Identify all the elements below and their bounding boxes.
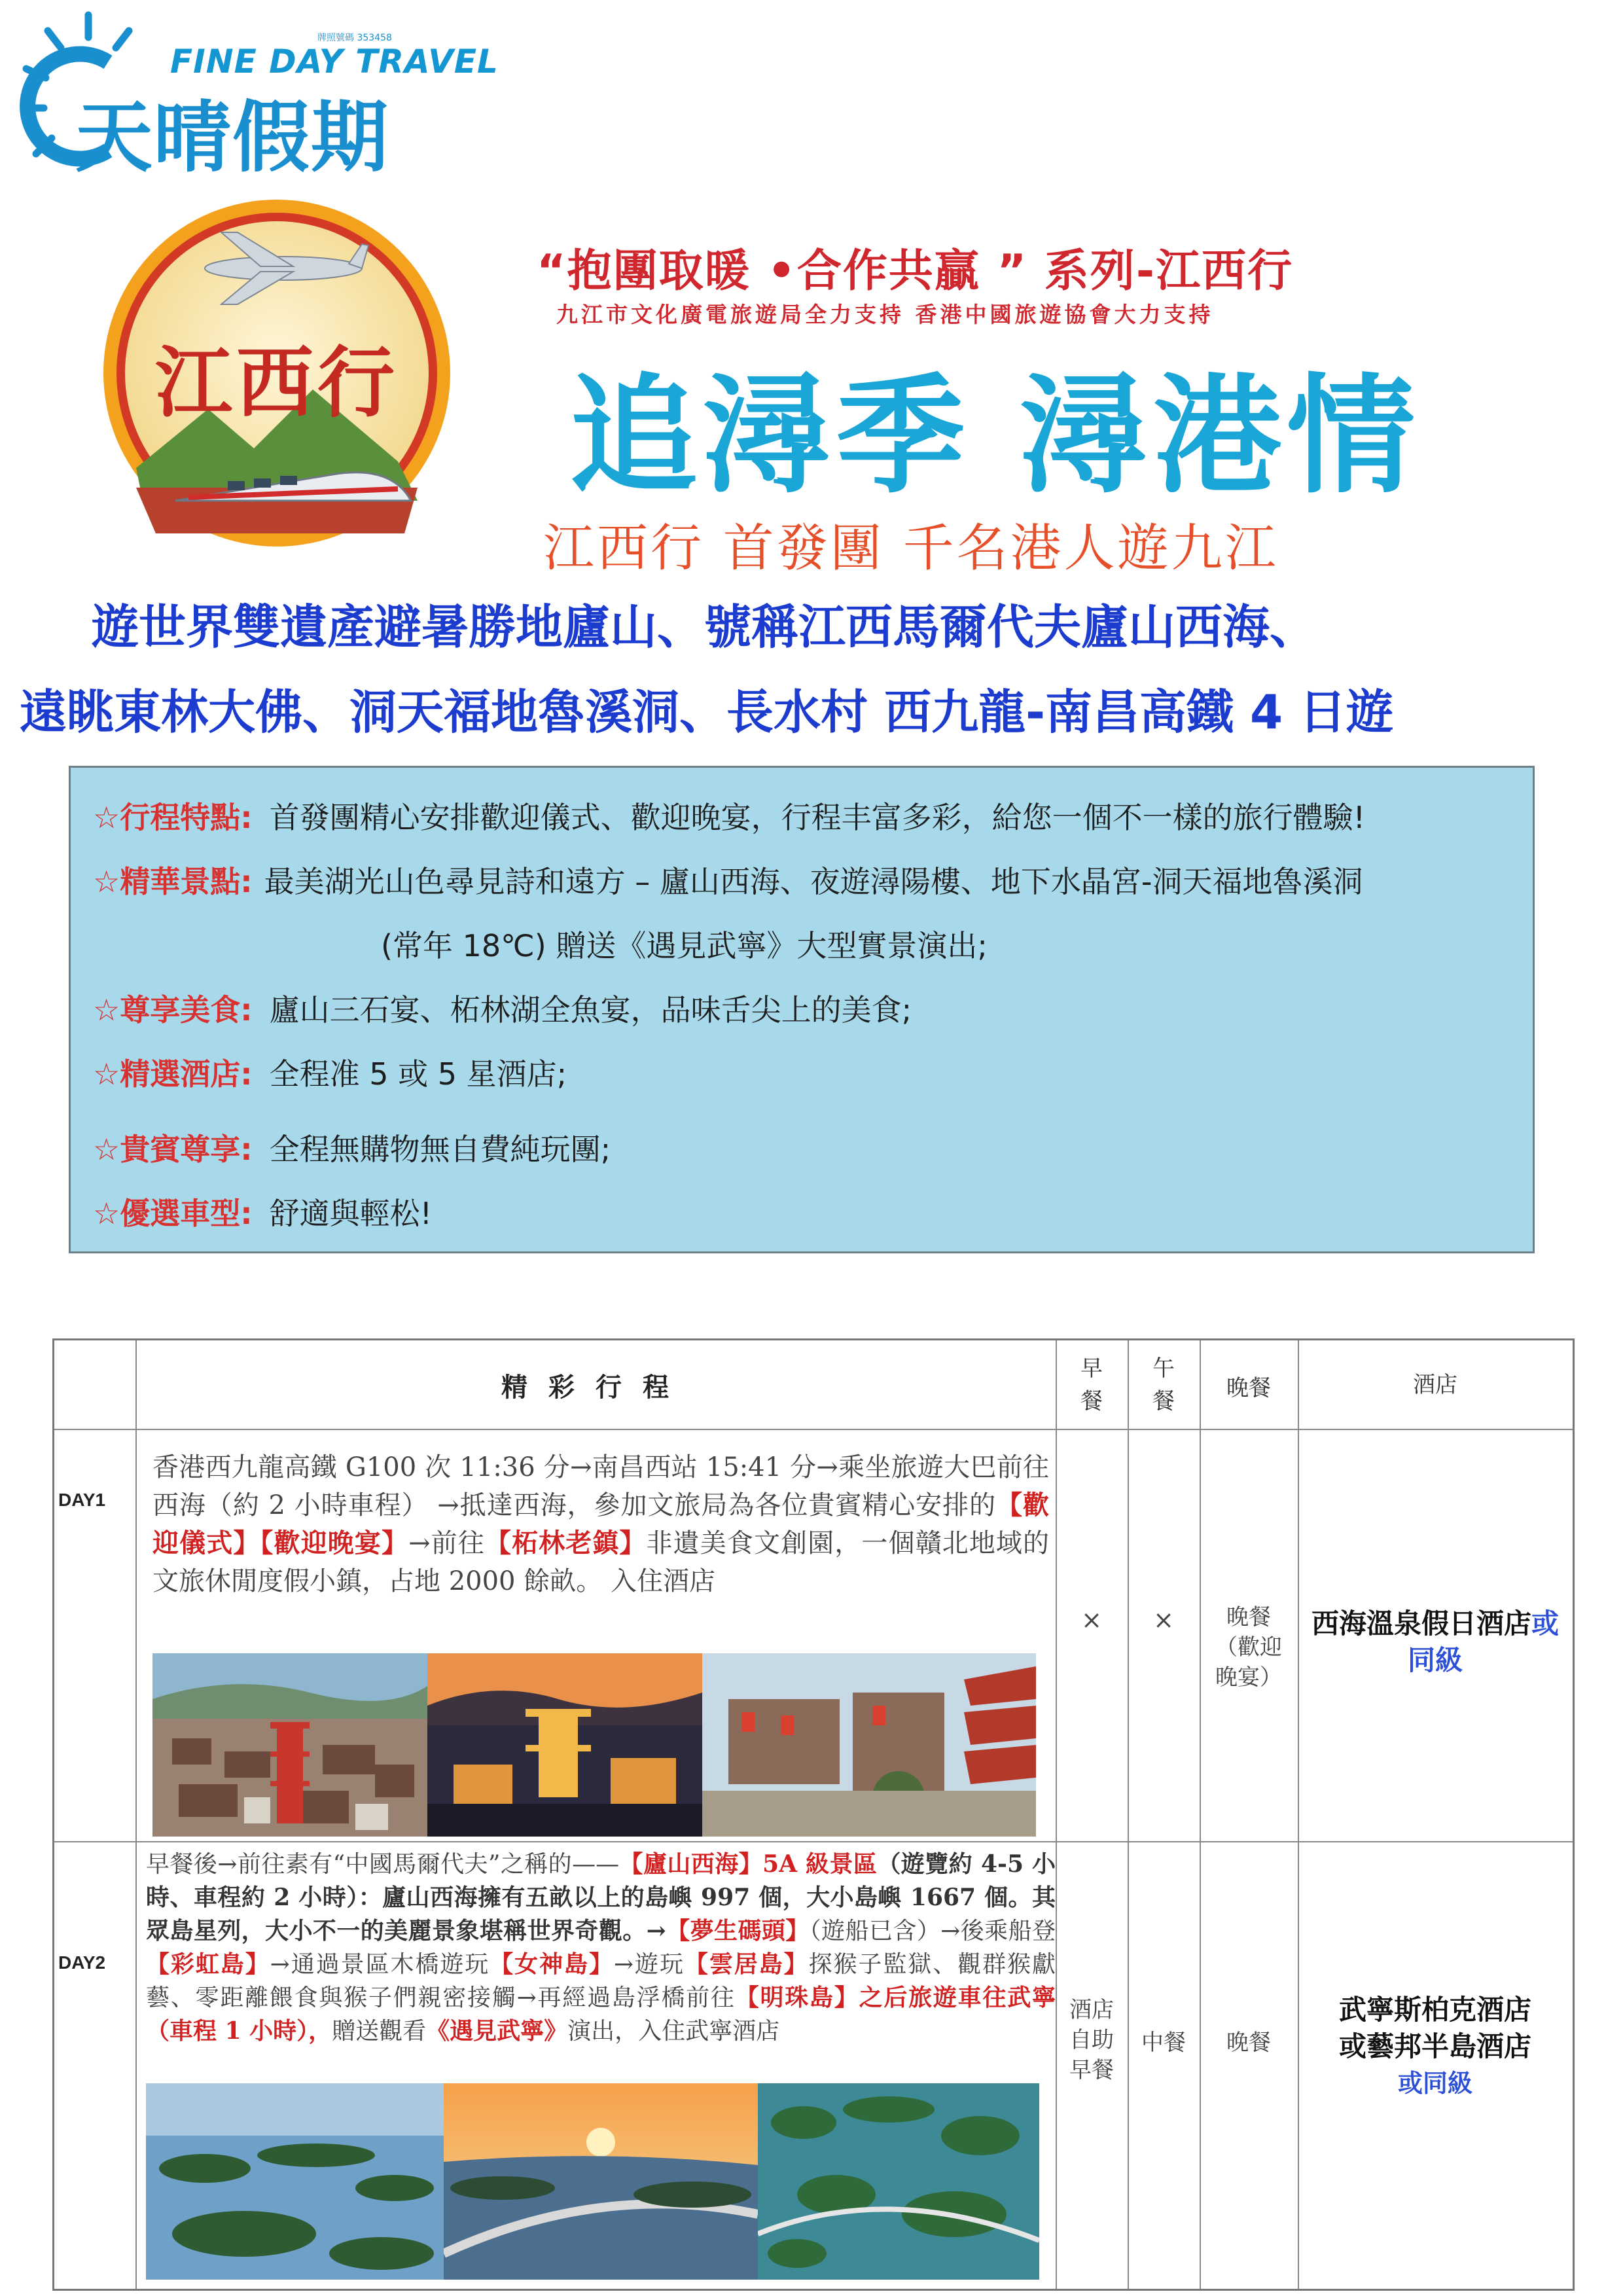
- day1-lunch: ×: [1153, 1605, 1174, 1634]
- highlight-label: ☆行程特點:: [93, 800, 253, 835]
- license-text: 牌照號碼 353458: [317, 33, 392, 43]
- day1-label: DAY1: [58, 1490, 106, 1510]
- highlight-text: 首發團精心安排歡迎儀式、歡迎晚宴，行程丰富多彩，給您一個不一樣的旅行體驗!: [269, 800, 1366, 835]
- series-title: “抱團取暖 •合作共贏 ” 系列-江西行: [537, 245, 1294, 297]
- highlight-item: [93, 986, 1510, 1050]
- highlight-item: [93, 1126, 1510, 1190]
- highlight-label: ☆精選酒店:: [93, 1056, 253, 1092]
- itinerary-table: [52, 1338, 1575, 2291]
- header-breakfast: 早 餐: [1080, 1355, 1103, 1414]
- jiangxi-badge: [97, 193, 457, 553]
- day2-description: 早餐後→前往素有“中國馬爾代夫”之稱的——【廬山西海】5A 級景區（遊覽約 4-5 小時、車程約 2 小時）：廬山西海擁有五畝以上的島嶼 997 個，大小島嶼 1667 個。其眾島星列，大小不一的美麗景象堪稱世界奇觀。→【夢生碼頭】（遊船已含）→後乘船登【彩虹島】→通過景區木橋遊玩【女神島】→遊玩【雲居島】探猴子監獄、觀群猴獻藝、零距離餵食與猴子們親密接觸→再經過島浮橋前往【明珠島】之后旅遊車往武寧（車程 1 小時），贈送觀看《遇見武寧》演出，入住武寧酒店: [146, 1850, 1056, 2045]
- day2-hotel-name: 武寧斯柏克酒店 或藝邦半島酒店: [1338, 1994, 1531, 2062]
- highlight-text: 全程准 5 或 5 星酒店;: [269, 1056, 567, 1092]
- day2-label: DAY2: [58, 1952, 106, 1973]
- highlight-label: ☆優選車型:: [93, 1196, 253, 1231]
- tour-tagline-1: 遊世界雙遺產避暑勝地廬山、號稱江西馬爾代夫廬山西海、: [92, 600, 1317, 655]
- header-itinerary: 精彩行程: [501, 1372, 690, 1403]
- support-line: 九江市文化廣電旅遊局全力支持 香港中國旅遊協會大力支持: [556, 302, 1214, 327]
- subtitle-line: 江西行 首發團 千名港人遊九江: [543, 519, 1279, 578]
- day2-dinner: 晚餐: [1226, 2030, 1271, 2056]
- highlight-text: 全程無購物無自費純玩團;: [269, 1132, 611, 1167]
- brand-english: FINE DAY TRAVEL: [170, 43, 499, 81]
- brand-chinese: 天晴假期: [75, 92, 390, 183]
- day1-dinner: 晚餐 （歡迎 晚宴）: [1215, 1604, 1282, 1691]
- highlight-item: [93, 794, 1510, 858]
- badge-title: 江西行: [154, 337, 399, 428]
- main-title: 追潯季 潯港情: [569, 362, 1421, 511]
- day2-photo-aerial: [758, 2083, 1039, 2280]
- tour-tagline-2: 遠眺東林大佛、洞天福地魯溪洞、長水村 西九龍-南昌高鐵 4 日遊: [20, 685, 1394, 740]
- highlight-item: [93, 1190, 1510, 1254]
- highlight-item: [93, 1050, 1510, 1126]
- highlight-text: 廬山三石宴、柘林湖全魚宴，品味舌尖上的美食;: [269, 992, 912, 1028]
- header-hotel: 酒店: [1413, 1372, 1457, 1398]
- highlight-label: ☆尊享美食:: [93, 992, 253, 1028]
- day2-hotel: [1304, 1992, 1566, 2102]
- highlight-text: 舒適與輕松!: [269, 1196, 433, 1231]
- day2-breakfast: 酒店 自助 早餐: [1069, 1997, 1114, 2083]
- highlights-box: [69, 766, 1535, 1253]
- day1-photo-night: [427, 1653, 702, 1837]
- day1-photo-street: [702, 1653, 1036, 1837]
- day1-hotel: 西海溫泉假日酒店或同級: [1311, 1607, 1560, 1676]
- day2-photo-islands: [146, 2083, 444, 2280]
- header-dinner: 晚餐: [1226, 1375, 1271, 1401]
- highlight-continuation: (常年 18℃) 贈送《遇見武寧》大型實景演出;: [381, 928, 988, 963]
- day2-lunch: 中餐: [1141, 2030, 1186, 2056]
- highlight-label: ☆貴賓尊享:: [93, 1132, 253, 1167]
- company-logo: [10, 10, 499, 183]
- day2-hotel-alt: 或同級: [1397, 2068, 1472, 2098]
- highlight-item: [93, 858, 1510, 922]
- day1-breakfast: ×: [1081, 1605, 1102, 1634]
- header-lunch: 午 餐: [1152, 1355, 1175, 1414]
- highlight-label: ☆精華景點:: [93, 864, 253, 899]
- highlight-text: 最美湖光山色尋見詩和遠方 – 廬山西海、夜遊潯陽樓、地下水晶宮-洞天福地魯溪洞: [264, 864, 1363, 899]
- day1-photo-town: [152, 1653, 427, 1837]
- day2-photo-sunset-bridge: [444, 2083, 758, 2280]
- day1-description: 香港西九龍高鐵 G100 次 11:36 分→南昌西站 15:41 分→乘坐旅遊大巴前往西海（約 2 小時車程） →抵達西海，參加文旅局為各位貴賓精心安排的【歡迎儀式】【歡迎晚宴】→前往【柘林老鎮】非遺美食文創園，一個贛北地域的文旅休閒度假小鎮，占地 2000 餘畝。 入住酒店: [152, 1452, 1050, 1596]
